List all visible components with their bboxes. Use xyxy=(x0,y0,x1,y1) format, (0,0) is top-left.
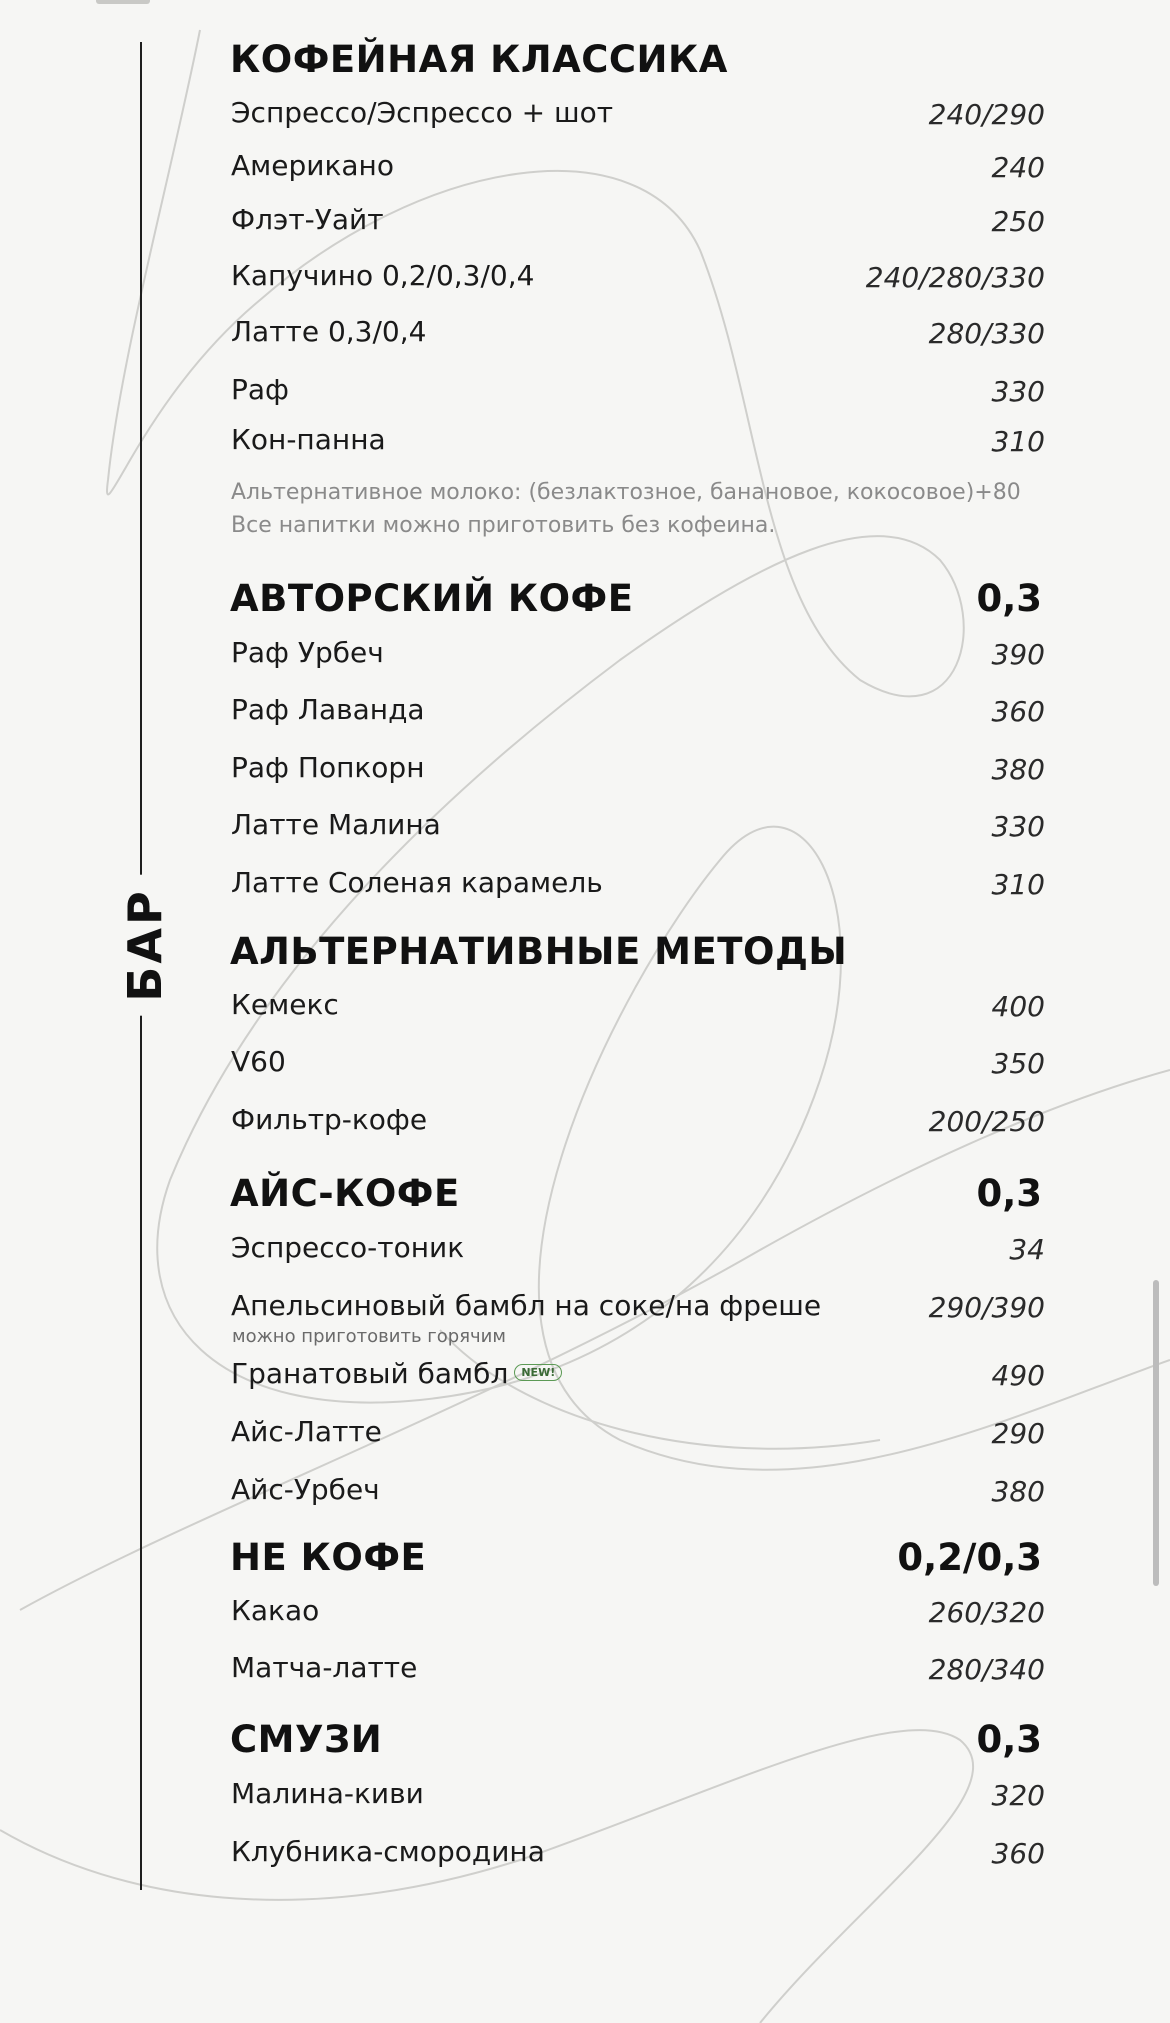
rail-label: БАР xyxy=(118,874,172,1015)
menu-item xyxy=(0,1289,1170,1347)
item-name xyxy=(231,988,339,1021)
item-name-text: Эспрессо/Эспрессо + шот xyxy=(231,96,614,129)
item-name xyxy=(231,1651,417,1684)
item-name xyxy=(231,1777,424,1810)
item-name xyxy=(231,1103,427,1136)
item-price: 290 xyxy=(991,1417,1045,1450)
section-title: АЙС-КОФЕ xyxy=(230,1172,460,1215)
item-name xyxy=(231,636,384,669)
item-name xyxy=(231,373,289,406)
item-price: 350 xyxy=(991,1047,1045,1080)
item-name-text: Американо xyxy=(231,149,394,182)
item-name-text: Капучино 0,2/0,3/0,4 xyxy=(231,259,535,292)
item-name xyxy=(231,1357,562,1390)
item-name-text: Какао xyxy=(231,1594,320,1627)
item-price: 380 xyxy=(991,1475,1045,1508)
item-name xyxy=(231,96,613,129)
menu-item xyxy=(0,1777,1170,1821)
item-name xyxy=(231,315,426,348)
menu-item xyxy=(0,808,1170,852)
menu-item xyxy=(0,315,1170,359)
menu-item xyxy=(0,988,1170,1032)
item-name xyxy=(231,259,534,292)
item-price: 240/290 xyxy=(928,98,1045,131)
menu-item xyxy=(0,149,1170,193)
item-name-text: Кон-панна xyxy=(231,423,386,456)
menu-item xyxy=(0,259,1170,303)
item-price: 260/320 xyxy=(928,1596,1045,1629)
item-name-text: Латте 0,3/0,4 xyxy=(231,315,427,348)
section-note: Альтернативное молоко: (безлактозное, банановое, кокосовое)+80 xyxy=(231,480,1021,505)
item-subnote: можно приготовить горячим xyxy=(232,1326,506,1347)
menu-item xyxy=(0,96,1170,140)
menu-item xyxy=(0,373,1170,417)
item-name-text: Гранатовый бамбл xyxy=(231,1357,509,1390)
item-price: 200/250 xyxy=(928,1105,1045,1138)
item-name xyxy=(231,1231,464,1264)
section-title: НЕ КОФЕ xyxy=(230,1536,427,1579)
menu-item xyxy=(0,1357,1170,1401)
menu-item xyxy=(0,1835,1170,1879)
item-name-text: Раф Лаванда xyxy=(231,693,425,726)
item-price: 330 xyxy=(991,375,1045,408)
item-price: 250 xyxy=(991,205,1045,238)
item-price: 360 xyxy=(991,695,1045,728)
item-name-text: Раф Урбеч xyxy=(231,636,384,669)
item-name xyxy=(231,423,386,456)
item-name xyxy=(231,149,394,182)
item-name xyxy=(231,808,441,841)
item-name xyxy=(231,1835,545,1868)
item-price: 320 xyxy=(991,1779,1045,1812)
menu-item xyxy=(0,636,1170,680)
item-price: 400 xyxy=(991,990,1045,1023)
item-name-text: Фильтр-кофе xyxy=(231,1103,428,1136)
item-name-text: Раф Попкорн xyxy=(231,751,425,784)
menu-item xyxy=(0,693,1170,737)
item-price: 330 xyxy=(991,810,1045,843)
section-title: СМУЗИ xyxy=(230,1718,383,1761)
item-price: 310 xyxy=(991,868,1045,901)
section-note: Все напитки можно приготовить без кофеина. xyxy=(231,513,776,538)
item-name-text: Кемекс xyxy=(231,988,339,1021)
item-name xyxy=(231,203,384,236)
menu-item xyxy=(0,1103,1170,1147)
item-name-text: Малина-киви xyxy=(231,1777,424,1810)
item-name-text: Латте Соленая карамель xyxy=(231,866,603,899)
item-name-text: Раф xyxy=(231,373,289,406)
menu-item xyxy=(0,423,1170,467)
item-name xyxy=(231,1045,286,1078)
item-name xyxy=(231,1594,319,1627)
item-name-text: Апельсиновый бамбл на соке/на фреше xyxy=(231,1289,822,1322)
top-edge-marker xyxy=(96,0,150,4)
item-price: 240/280/330 xyxy=(865,261,1045,294)
item-name xyxy=(231,693,425,726)
item-price: 280/330 xyxy=(928,317,1045,350)
menu-item xyxy=(0,1651,1170,1695)
menu-item xyxy=(0,1045,1170,1089)
section-serving-size: 0,3 xyxy=(976,1172,1042,1215)
item-name xyxy=(231,1415,382,1448)
item-price: 280/340 xyxy=(928,1653,1045,1686)
section-serving-size: 0,3 xyxy=(976,1718,1042,1761)
item-price: 290/390 xyxy=(928,1291,1045,1324)
menu-item xyxy=(0,1231,1170,1275)
item-name xyxy=(231,866,603,899)
new-badge: NEW! xyxy=(514,1364,562,1381)
section-serving-size: 0,3 xyxy=(976,577,1042,620)
item-name-text: Матча-латте xyxy=(231,1651,418,1684)
item-name-text: Айс-Латте xyxy=(231,1415,382,1448)
item-name xyxy=(231,751,425,784)
menu-item xyxy=(0,1473,1170,1517)
section-serving-size: 0,2/0,3 xyxy=(897,1536,1042,1579)
item-name-text: Эспрессо-тоник xyxy=(231,1231,465,1264)
item-name xyxy=(231,1289,821,1322)
item-price: 34 xyxy=(1009,1233,1045,1266)
item-name-text: Айс-Урбеч xyxy=(231,1473,380,1506)
item-name-text: Латте Малина xyxy=(231,808,441,841)
menu-item xyxy=(0,751,1170,795)
menu-item xyxy=(0,1594,1170,1638)
item-name-text: Клубника-смородина xyxy=(231,1835,545,1868)
item-name-text: V60 xyxy=(231,1045,286,1078)
item-price: 240 xyxy=(991,151,1045,184)
section-title: АВТОРСКИЙ КОФЕ xyxy=(230,577,634,620)
menu-item xyxy=(0,203,1170,247)
item-name xyxy=(231,1473,380,1506)
item-price: 360 xyxy=(991,1837,1045,1870)
menu-item xyxy=(0,1415,1170,1459)
item-price: 310 xyxy=(991,425,1045,458)
menu-item xyxy=(0,866,1170,910)
item-price: 490 xyxy=(991,1359,1045,1392)
item-price: 390 xyxy=(991,638,1045,671)
item-name-text: Флэт-Уайт xyxy=(231,203,384,236)
section-title: КОФЕЙНАЯ КЛАССИКА xyxy=(230,38,728,81)
section-title: АЛЬТЕРНАТИВНЫЕ МЕТОДЫ xyxy=(230,930,848,973)
item-price: 380 xyxy=(991,753,1045,786)
